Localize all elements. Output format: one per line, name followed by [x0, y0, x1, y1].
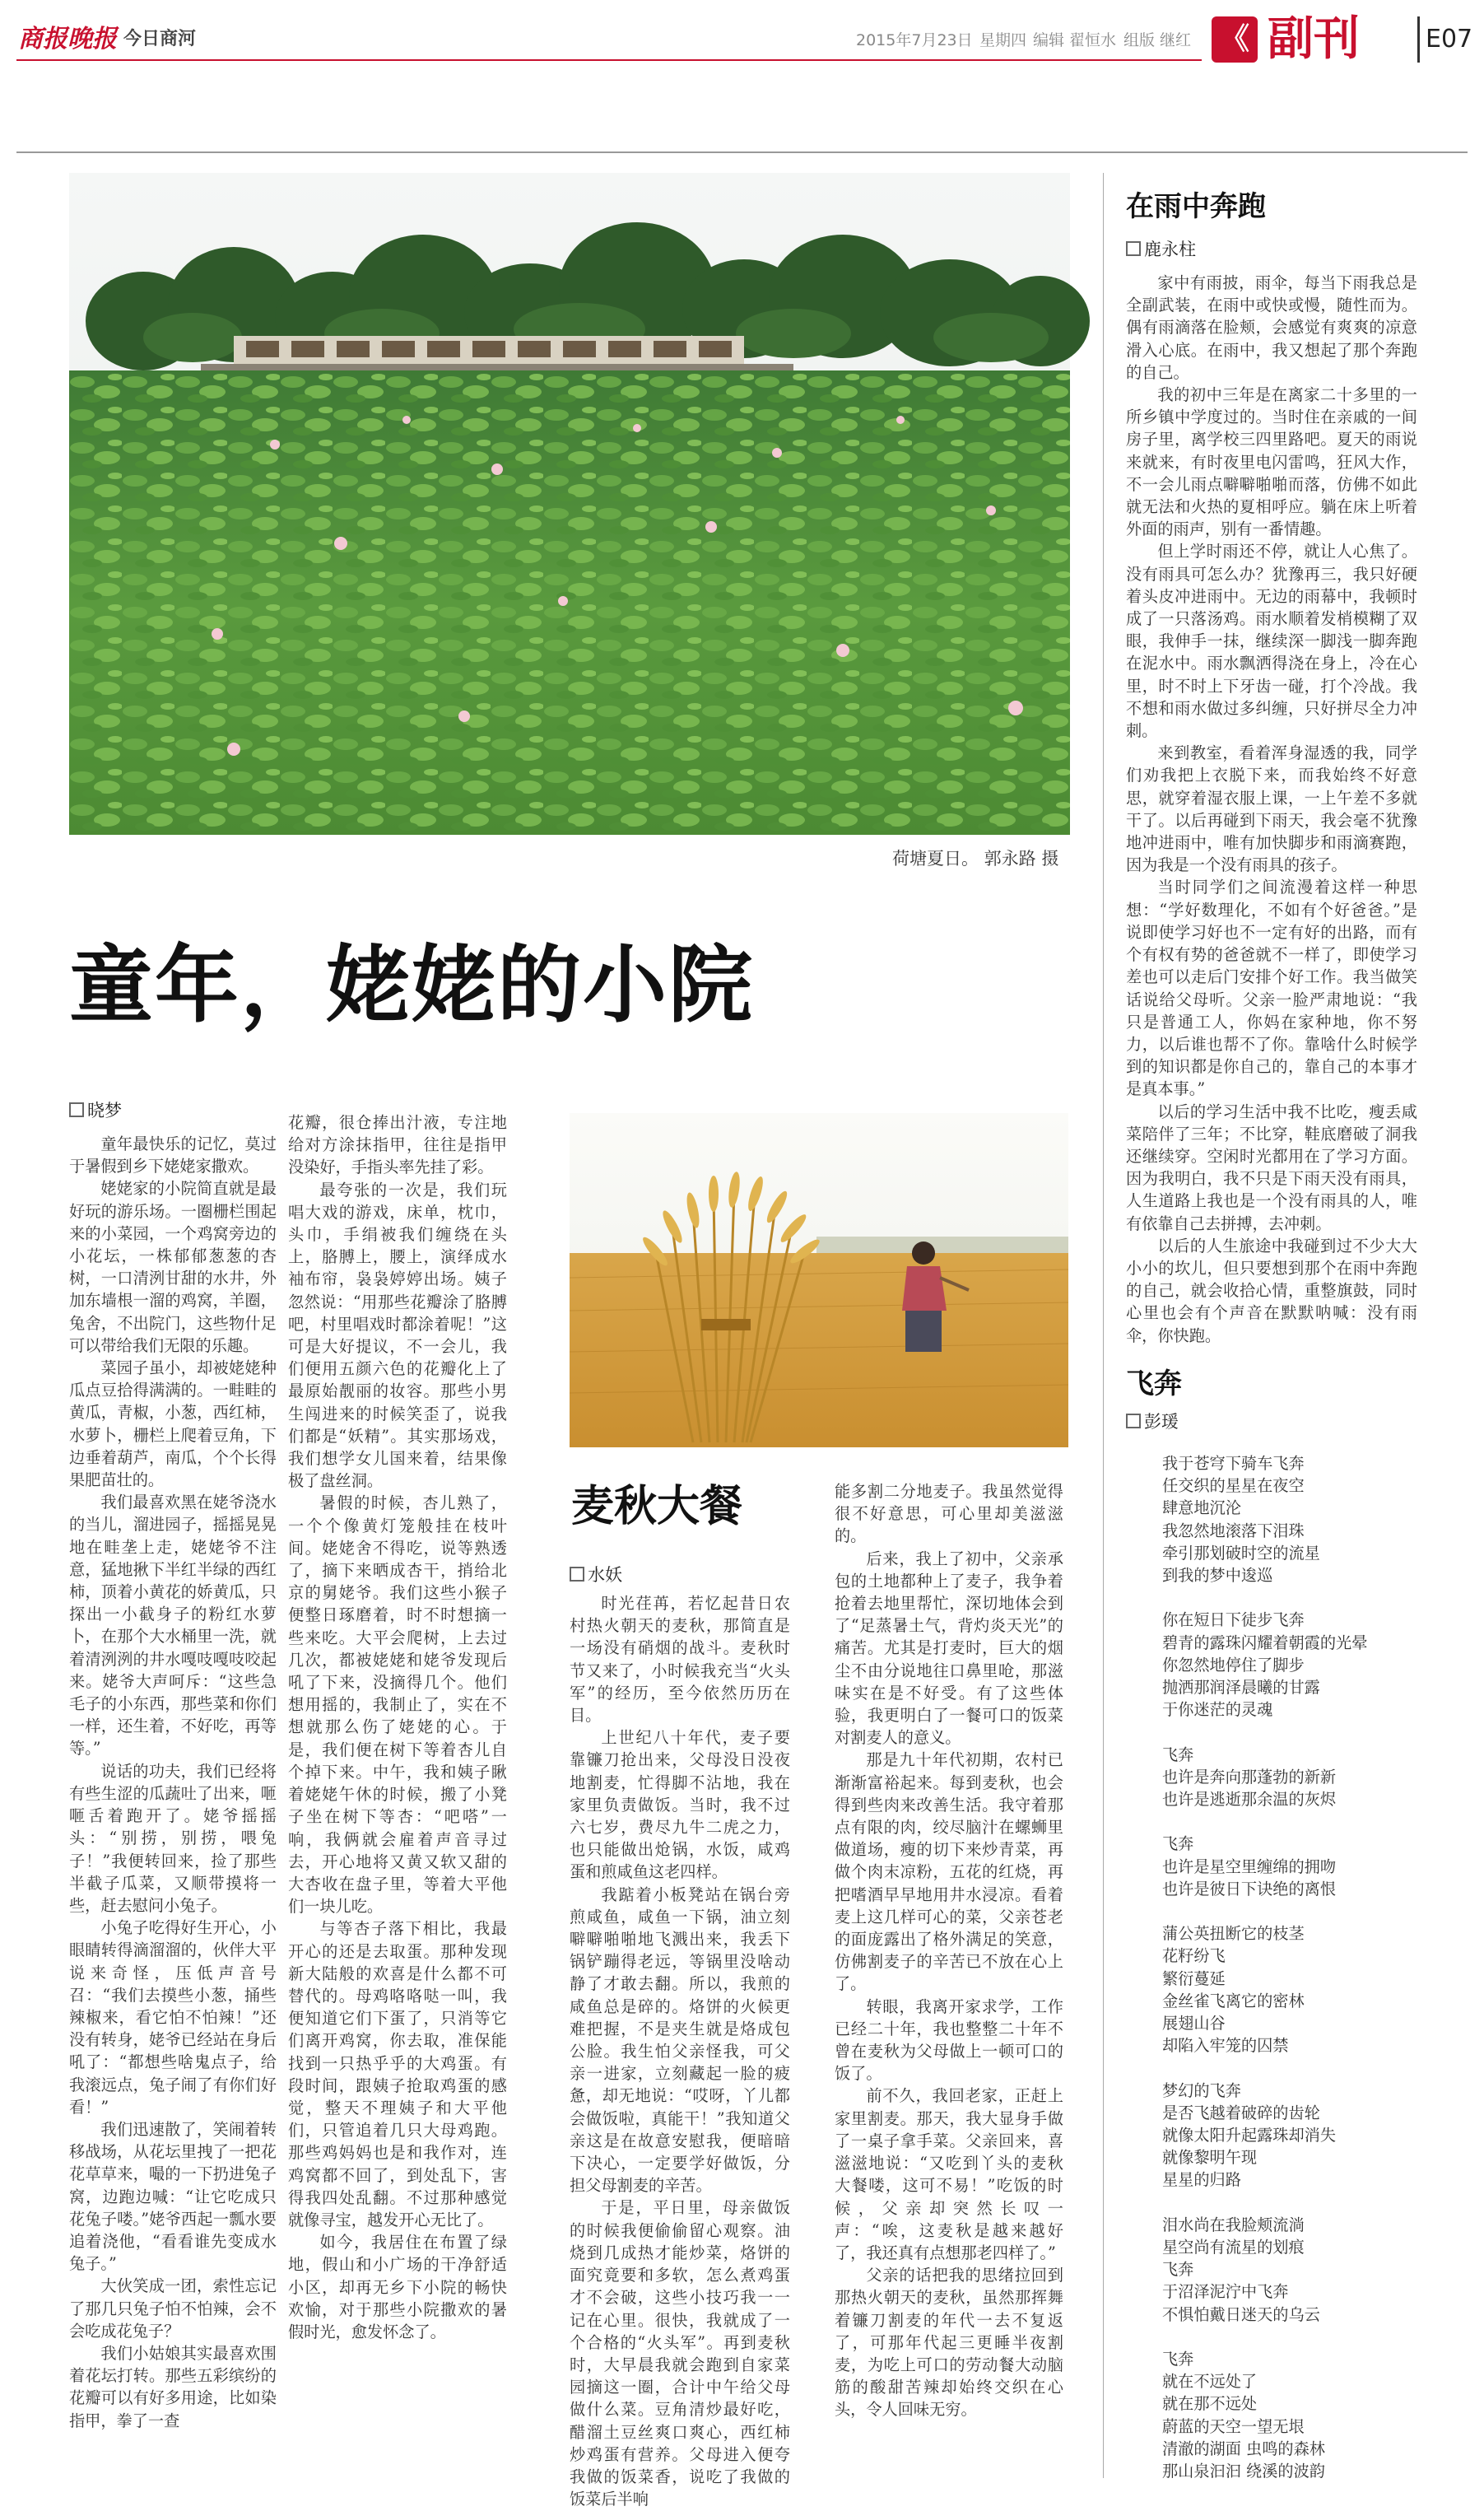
- rain-article-author: 鹿永柱: [1126, 237, 1196, 262]
- paragraph: 当时同学们之间流漫着这样一种思想：“学好数理化，不如有个好爸爸。”是说即使学习好也不一定有好的出路，而有个有权有势的爸爸就不一样了，即使学习差也可以走后门安排个好工作。我当做笑话说给父母听。父亲一脸严肃地说：“我只是普通工人，你妈在家种地，你不努力，以后谁也帮不了你。靠啥什么时候学到的知识都是你自己的，靠自己的本事才是真本事。”: [1126, 878, 1417, 1099]
- paragraph: 时光荏苒，若忆起昔日农村热火朝天的麦秋，那简直是一场没有硝烟的战斗。麦秋时节又来了，小时候我充当“火头军”的经历，至今依然历历在目。: [570, 1594, 790, 1726]
- poem-line: 飞奔: [1162, 2350, 1194, 2369]
- paragraph: 我的初中三年是在离家二十多里的一所乡镇中学度过的。当时住在亲戚的一间房子里，离学校三四里路吧。夏天的雨说来就来，有时夜里电闪雷鸣，狂风大作，不一会儿雨点噼噼啪啪而落，仿佛不如此就无法和火热的夏相呼应。躺在床上听着外面的雨声，别有一番情趣。: [1126, 385, 1417, 539]
- section-badge-icon: 《: [1212, 16, 1258, 63]
- paragraph: 父亲的话把我的思绪拉回到那热火朝天的麦秋，虽然那挥舞着镰刀割麦的年代一去不复返了，可那年代起三更睡半夜割麦，为吃上可口的劳动餐大动脑筋的酸甜苦辣却始终交织在心头，令人回味无穷。: [835, 2266, 1063, 2420]
- poem-line: 于沼泽泥泞中飞奔: [1162, 2282, 1289, 2302]
- paragraph: 家中有雨披，雨伞，每当下雨我总是全副武装，在雨中或快或慢，随性而为。偶有雨滴落在脸颊，会感觉有爽爽的凉意滑入心底。在雨中，我又想起了那个奔跑的自己。: [1126, 273, 1417, 382]
- poem-line: 你在短日下徒步飞奔: [1162, 1610, 1305, 1630]
- page-number: E07: [1426, 25, 1473, 54]
- poem-line: 也许是星空里缠绵的拥吻: [1162, 1856, 1337, 1876]
- poem-line: 就在那不远处: [1162, 2394, 1258, 2414]
- poem-line: 飞奔: [1162, 1745, 1194, 1764]
- poem-line: 清澈的湖面 虫鸣的森林: [1162, 2439, 1325, 2458]
- poem-line: 肆意地沉沦: [1162, 1498, 1241, 1518]
- paragraph: 但上学时雨还不停，就让人心焦了。没有雨具可怎么办？犹豫再三，我只好硬着头皮冲进雨中。无边的雨幕中，我顿时成了一只落汤鸡。雨水顺着发梢模糊了双眼，我伸手一抹，继续深一脚浅一脚奔跑在泥水中。雨水飘洒得浇在身上，冷在心里，时不时上下牙齿一碰，打个冷战。我不想和雨水做过多纠缠，只好拼尽全力冲刺。: [1126, 542, 1417, 741]
- poem-line: 我于苍穹下骑车飞奔: [1162, 1454, 1305, 1473]
- paragraph: 前不久，我回老家，正赶上家里割麦。那天，我大显身手做了一桌子拿手菜。父亲回来，喜滋滋地说：“又吃到丫头的麦秋大餐喽，这可不易！”吃饭的时候，父亲却突然长叹一声：“唉，这麦秋是越来越好了，我还真有点想那老四样了。”: [835, 2086, 1063, 2262]
- paragraph: 大伙笑成一团，索性忘记了那几只兔子怕不怕辣，会不会吃成花兔子？: [69, 2276, 277, 2341]
- poem-line: 任交织的星星在夜空: [1162, 1476, 1305, 1496]
- paragraph: 转眼，我离开家求学，工作已经二十年，我也整整二十年不曾在麦秋为父母做上一顿可口的饭了。: [835, 1996, 1063, 2084]
- paragraph: 最夸张的一次是，我们玩唱大戏的游戏，床单，枕巾，头巾，手绢被我们缠绕在头上，胳膊上，腰上，演绎成水袖布帘，袅袅婷婷出场。姨子忽然说：“用那些花瓣涂了胳膊吧，村里唱戏时都涂着呢！”这可是大好提议，不一会儿，我们便用五颜六色的花瓣化上了最原始靓丽的妆容。那些小男生闯进来的时候笑歪了，说我们都是“妖精”。其实那场戏，我们想学女儿国来着，结果像极了盘丝洞。: [288, 1180, 507, 1491]
- page-section-title: 副刊: [1268, 12, 1360, 66]
- poem-line: 繁衍蔓延: [1162, 1968, 1226, 1988]
- header-rule: [16, 59, 1202, 61]
- header-divider: [1417, 16, 1420, 63]
- paragraph: 那是九十年代初期，农村已渐渐富裕起来。每到麦秋，也会得到些肉来改善生活。我守着那点有限的肉，绞尽脑汁在螺蛳里做道场，瘦的切下来炒青菜，再做个肉末凉粉，五花的红烧，再把嗜酒早早地用井水浸凉。看着麦上这几样可心的菜，父亲苍老的面庞露出了格外满足的笑意，仿佛割麦子的辛苦已不放在心上了。: [835, 1750, 1063, 1994]
- paragraph: 姥姥家的小院简直就是最好玩的游乐场。一圈栅栏围起来的小菜园，一个鸡窝旁边的小花坛，一株郁郁葱葱的杏树，一口清洌甘甜的水井，外加东墙根一溜的鸡窝，羊圈，兔舍，不出院门，这些物什足可以带给我们无限的乐趣。: [69, 1179, 277, 1355]
- issue-weekday: 星期四: [979, 31, 1027, 49]
- lotus-pond-photo: [69, 173, 1070, 835]
- poem-line: 是否飞越着破碎的齿轮: [1162, 2103, 1320, 2122]
- paragraph: 花瓣，很仓捧出汁液，专注地给对方涂抹指甲，往往是指甲没染好，手指头率先挂了彩。: [288, 1113, 507, 1177]
- paragraph: 以后的学习生活中我不比吃，瘦丢咸菜陪伴了三年；不比穿，鞋底磨破了洞我还继续穿。空闲时光都用在了学习方面。因为我明白，我不只是下雨天没有雨具，人生道路上我也是一个没有雨具的人，唯有依靠自己去拼搏，去冲刺。: [1126, 1102, 1417, 1233]
- editor-credit: 编辑 翟恒水: [1033, 31, 1117, 49]
- masthead-logo: 商报晚报: [18, 25, 117, 54]
- poem-line: 展翅山谷: [1162, 2014, 1226, 2033]
- paragraph: 暑假的时候，杏儿熟了，一个个像黄灯笼般挂在枝叶间。姥姥舍不得吃，说等熟透了，摘下来晒成杏干，捎给北京的舅姥爷。我们这些小猴子便整日琢磨着，时不时想摘一些来吃。大平会爬树，上去过几次，都被姥姥和姥爷发现后吼了下来，没摘得几个。他们想用摇的，我制止了，实在不想就那么伤了姥姥的心。于是，我们便在树下等着杏儿自个掉下来。中午，我和姨子瞅着姥姥午休的时候，搬了小凳子坐在树下等杏：“吧嗒”一响，我俩就会雇着声音寻过去，开心地将又黄又软又甜的大杏收在盘子里，等着大平他们一块儿吃。: [288, 1493, 507, 1917]
- paragraph: 如今，我居住在布置了绿地，假山和小广场的干净舒适小区，却再无乡下小院的畅快欢愉，对于那些小院撒欢的暑假时光，愈发怀念了。: [288, 2233, 507, 2341]
- poem-line: 于你迷茫的灵魂: [1162, 1700, 1273, 1720]
- wheat-article-author: 水妖: [570, 1563, 622, 1587]
- paragraph: 以后的人生旅途中我碰到过不少大大小小的坎儿，但只要想到那个在雨中奔跑的自己，就会收拾心情，重整旗鼓，同时心里也会有个声音在默默呐喊：没有雨伞，你快跑。: [1126, 1236, 1417, 1345]
- paragraph: 于是，平日里，母亲做饭的时候我便偷偷留心观察。油烧到几成热才能炒菜，烙饼的面究竟要和多软，怎么煮鸡蛋才不会破，这些小技巧我一一记在心里。很快，我就成了一个合格的“火头军”。再到麦秋时，大早晨我就会跑到自家菜园摘这一圈，合计中午给父母做什么菜。豆角清炒最好吃，醋溜土豆丝爽口爽心，西红柿炒鸡蛋有营养。父母进入便夸我做的饭菜香，说吃了我做的饭菜后半响: [570, 2198, 790, 2509]
- main-article-col2: [288, 1111, 507, 2485]
- wheat-harvest-photo: [570, 1113, 1068, 1447]
- poem-line: 就像黎明午现: [1162, 2148, 1258, 2168]
- paragraph: 来到教室，看着浑身湿透的我，同学们劝我把上衣脱下来，而我始终不好意思，就穿着湿衣服上课，一上午差不多就干了。以后再碰到下雨天，我会毫不犹豫地冲进雨中，唯有加快脚步和雨滴赛跑，因为我是一个没有雨具的孩子。: [1126, 743, 1417, 875]
- poem-line: 飞奔: [1162, 2260, 1194, 2280]
- photo-caption: 荷塘夏日。 郭永路 摄: [892, 849, 1059, 869]
- paragraph: 菜园子虽小，却被姥姥种瓜点豆拾得满满的。一畦畦的黄瓜，青椒，小葱，西红柿，水萝卜，栅栏上爬着豆角，下边垂着葫芦，南瓜，个个长得果肥苗壮的。: [69, 1358, 277, 1490]
- poem-line: 抛洒那润泽晨曦的甘露: [1162, 1678, 1320, 1698]
- rain-article-title: 在雨中奔跑: [1126, 190, 1266, 223]
- main-article-col1: [69, 1133, 277, 2483]
- rain-article-body: [1126, 272, 1417, 1352]
- poem-line: 就像太阳升起露珠却消失: [1162, 2126, 1337, 2145]
- section-name: 今日商河: [123, 29, 197, 49]
- poem-line: 蒲公英扭断它的枝茎: [1162, 1924, 1305, 1944]
- paragraph: 说话的功夫，我们已经将有些生涩的瓜蔬吐了出来，咂咂舌着跑开了。姥爷摇摇头：“别捞，别捞，喂兔子！”我便转回来，捡了那些半截子瓜菜，又顺带摸将一些，赶去慰问小兔子。: [69, 1761, 277, 1915]
- paragraph: 后来，我上了初中，父亲承包的土地都种上了麦子，我争着抢着去地里帮忙，深切地体会到了“足蒸暑土气，背灼炎天光”的痛苦。尤其是打麦时，巨大的烟尘不由分说地往口鼻里呛，那滋味实在是不好受。有了这些体验，我更明白了一餐可口的饭菜对割麦人的意义。: [835, 1549, 1063, 1748]
- poem-body: [1162, 1452, 1434, 2486]
- poem-line: 却陷入牢笼的囚禁: [1162, 2036, 1289, 2056]
- poem-line: 星空尚有流星的划痕: [1162, 2238, 1305, 2257]
- poem-line: 蔚蓝的天空一望无垠: [1162, 2416, 1305, 2436]
- poem-line: 泪水尚在我脸颊流淌: [1162, 2215, 1305, 2234]
- paragraph: 我们小姑娘其实最喜欢围着花坛打转。那些五彩缤纷的花瓣可以有好多用途，比如染指甲，拳了一查: [69, 2343, 277, 2430]
- paragraph: 我们迅速散了，笑闹着转移战场，从花坛里拽了一把花花草草来，嘬的一下扔进兔子窝，边跑边喊：“让它吃成只花兔子喽。”姥爷西起一瓢水要追着浇他，“看看谁先变成水兔子。”: [69, 2119, 277, 2274]
- poem-line: 也许是逃逝那余温的灰烬: [1162, 1790, 1337, 1810]
- column-divider: [1103, 173, 1104, 2478]
- main-article-author: 晓梦: [69, 1098, 122, 1123]
- poem-line: 也许是奔向那蓬勃的新新: [1162, 1767, 1337, 1787]
- poem-line: 我忽然地滚落下泪珠: [1162, 1521, 1305, 1540]
- poem-author: 彭瑗: [1126, 1409, 1179, 1434]
- poem-line: 梦幻的飞奔: [1162, 2080, 1241, 2100]
- poem-line: 也许是彼日下诀绝的离恨: [1162, 1879, 1337, 1898]
- poem-line: 不惧怕戴日迷天的乌云: [1162, 2304, 1320, 2324]
- wheat-article-col1: [570, 1592, 790, 2509]
- poem-line: 牵引那划破时空的流星: [1162, 1543, 1320, 1563]
- layout-credit: 组版 继红: [1123, 31, 1192, 49]
- paragraph: 与等杏子落下相比，我最开心的还是去取蛋。那种发现新大陆般的欢喜是什么都不可替代的。母鸡咯咯哒一叫，我便知道它们下蛋了，只消等它们离开鸡窝，你去取，准保能找到一只热乎乎的大鸡蛋。有段时间，跟姨子抢取鸡蛋的感觉，整天不理姨子和大平他们，只管追着几只大母鸡跑。那些鸡妈妈也是和我作对，连鸡窝都不回了，到处乱下，害得我四处乱翻。不过那种感觉就像寻宝，越发开心无比了。: [288, 1919, 507, 2229]
- paragraph: 小兔子吃得好生开心，小眼睛转得滴溜溜的，伙伴大平说来奇怪，压低声音号召：“我们去摸些小葱，捅些辣椒来，看它怕不怕辣！”还没有转身，姥爷已经站在身后吼了：“都想些啥鬼点子，给我滚远点，兔子闹了有你们好看！”: [69, 1918, 277, 2117]
- poem-title: 飞奔: [1126, 1367, 1182, 1400]
- poem-line: 星星的归路: [1162, 2170, 1241, 2190]
- poem-line: 碧青的露珠闪耀着朝霞的光晕: [1162, 1633, 1368, 1652]
- paragraph: 能多割二分地麦子。我虽然觉得很不好意思，可心里却美滋滋的。: [835, 1482, 1063, 1546]
- paragraph: 童年最快乐的记忆，莫过于暑假到乡下姥姥家撒欢。: [69, 1134, 277, 1176]
- paragraph: 我踮着小板凳站在锅台旁煎咸鱼，咸鱼一下锅，油立刻噼噼啪啪地飞溅出来，我丢下锅铲蹦得老远，等锅里没啥动静了才敢去翻。所以，我煎的咸鱼总是碎的。烙饼的火候更难把握，不是夹生就是烙成包公脸。我生怕父亲怪我，可父亲一进家，立刻藏起一脸的疲惫，却无地说：“哎呀，丫儿都会做饭啦，真能干！”我知道父亲这是在故意安慰我，便暗暗下决心，一定要学好做饭，分担父母割麦的辛苦。: [570, 1884, 790, 2196]
- poem-line: 金丝雀飞离它的密林: [1162, 1991, 1305, 2010]
- issue-date: 2015年7月23日: [856, 31, 973, 49]
- page-top-rule: [16, 151, 1468, 153]
- poem-line: 那山泉汩汩 绕溪的波韵: [1162, 2462, 1325, 2481]
- main-article-title: 童年，姥姥的小院: [69, 937, 754, 1035]
- wheat-article-title: 麦秋大餐: [571, 1482, 743, 1531]
- poem-line: 到我的梦中逡巡: [1162, 1566, 1273, 1586]
- poem-line: 飞奔: [1162, 1834, 1194, 1854]
- paragraph: 上世纪八十年代，麦子要靠镰刀抢出来，父母没日没夜地割麦，忙得脚不沾地，我在家里负责做饭。当时，我不过六七岁，费尽九牛二虎之力，也只能做出炝锅，水饭，咸鸡蛋和煎咸鱼这老四样。: [570, 1728, 790, 1882]
- poem-line: 就在不远处了: [1162, 2372, 1258, 2392]
- poem-line: 你忽然地停住了脚步: [1162, 1655, 1305, 1675]
- paragraph: 我们最喜欢黑在姥爷浇水的当儿，溜进园子，摇摇晃晃地在畦垄上走，姥姥爷不注意，猛地揪下半红半绿的西红柿，顶着小黄花的娇黄瓜，只探出一小截身子的粉红水萝卜，在那个大水桶里一洗，就着清洌洌的井水嘎吱嘎吱咬起来。姥爷大声呵斥：“这些急毛子的小东西，那些菜和你们一样，还生着，不好吃，再等等。”: [69, 1493, 277, 1759]
- poem-line: 花籽纷飞: [1162, 1946, 1226, 1966]
- wheat-article-col2: [835, 1480, 1063, 2485]
